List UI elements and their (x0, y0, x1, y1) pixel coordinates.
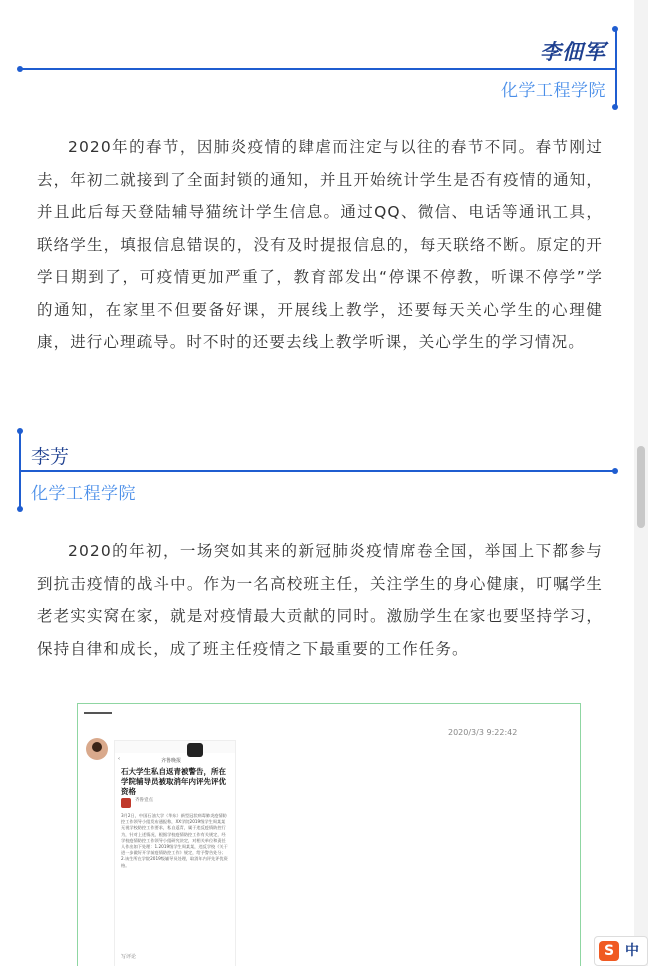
divider-dot (17, 428, 23, 434)
article-paragraph: 2020年的春节，因肺炎疫情的肆虐而注定与以往的春节不同。春节刚过去，年初二就接到了全面封锁的通知，并且开始统计学生是否有疫情的通知，并且此后每天登陆辅导猫统计学生信息。通过QQ、微信、电话等通讯工具，联络学生，填报信息错误的，没有及时提报信息的，每天联络不断。原定的开学日期到了，可疫情更加严重了，教育部发出“停课不停教，听课不停学”学的通知，在家里不但要备好课，开展线上教学，还要每天关心学生的心理健康，进行心理疏导。时不时的还要去线上教学听课，关心学生的学习情况。 (37, 138, 603, 351)
news-headline: 石大学生私自返青被警告，所在学院辅导员被取消年内评先评优资格 (121, 767, 226, 796)
divider-dot (612, 468, 618, 474)
divider-dot (612, 26, 618, 32)
header-divider (20, 68, 616, 70)
article-paragraph: 2020的年初，一场突如其来的新冠肺炎疫情席卷全国，举国上下都参与到抗击疫情的战斗中。作为一名高校班主任，关注学生的身心健康，叮嘱学生老老实实窝在家，就是对疫情最大贡献的同时。激励学生在家也要坚持学习，保持自律和成长，成了班主任疫情之下最重要的工作任务。 (37, 542, 603, 658)
sogou-logo-icon: S (599, 941, 619, 961)
back-icon: ‹ (118, 756, 120, 762)
author-department: 化学工程学院 (31, 484, 136, 504)
header-divider (20, 470, 616, 472)
screenshot-bar (84, 712, 112, 714)
screenshot-timestamp: 2020/3/3 9:22:42 (448, 728, 518, 737)
comment-bar (121, 953, 229, 965)
phone-status-bar (115, 741, 235, 753)
ime-language-toggle[interactable]: 中 (625, 943, 639, 959)
phone-screenshot (114, 740, 236, 966)
embedded-screenshot (77, 703, 581, 966)
phone-nav-title: 齐鲁晚报 (161, 758, 182, 764)
scrollbar-thumb[interactable] (637, 446, 645, 528)
header-vertical-rule (19, 430, 21, 510)
author-name: 李佃军 (540, 40, 606, 64)
news-body: 3月2日，中国石油大学（华东）新型冠状病毒肺炎疫情防控工作领导小组发布通报称，XX学院2019级学生周某某无视学校防控工作要求，私自返青，属于违反疫情防控行为，针对上述情况，根据学校疫情防控工作有关规定，经学校疫情防控工作领导小组研究决定，对相关单位和责任人作出如下处理：1.2019级学生周某某，违反学校《关于进一步做好开学前疫情防控工作》规定，给予警告处分；2.该生所在学院2019级辅导员处理，取消年内评先评优资格。 (121, 813, 228, 868)
divider-dot (17, 506, 23, 512)
header-vertical-rule (615, 28, 617, 108)
ime-toolbar[interactable] (594, 936, 648, 966)
avatar (86, 738, 108, 760)
source-logo-icon (121, 798, 131, 808)
author-department: 化学工程学院 (501, 81, 606, 101)
phone-nav-bar (115, 755, 235, 765)
news-source: 齐鲁壹点 (135, 798, 153, 803)
divider-dot (612, 104, 618, 110)
author-name: 李芳 (31, 446, 70, 468)
divider-dot (17, 66, 23, 72)
comment-label: 写评论 (121, 954, 137, 960)
